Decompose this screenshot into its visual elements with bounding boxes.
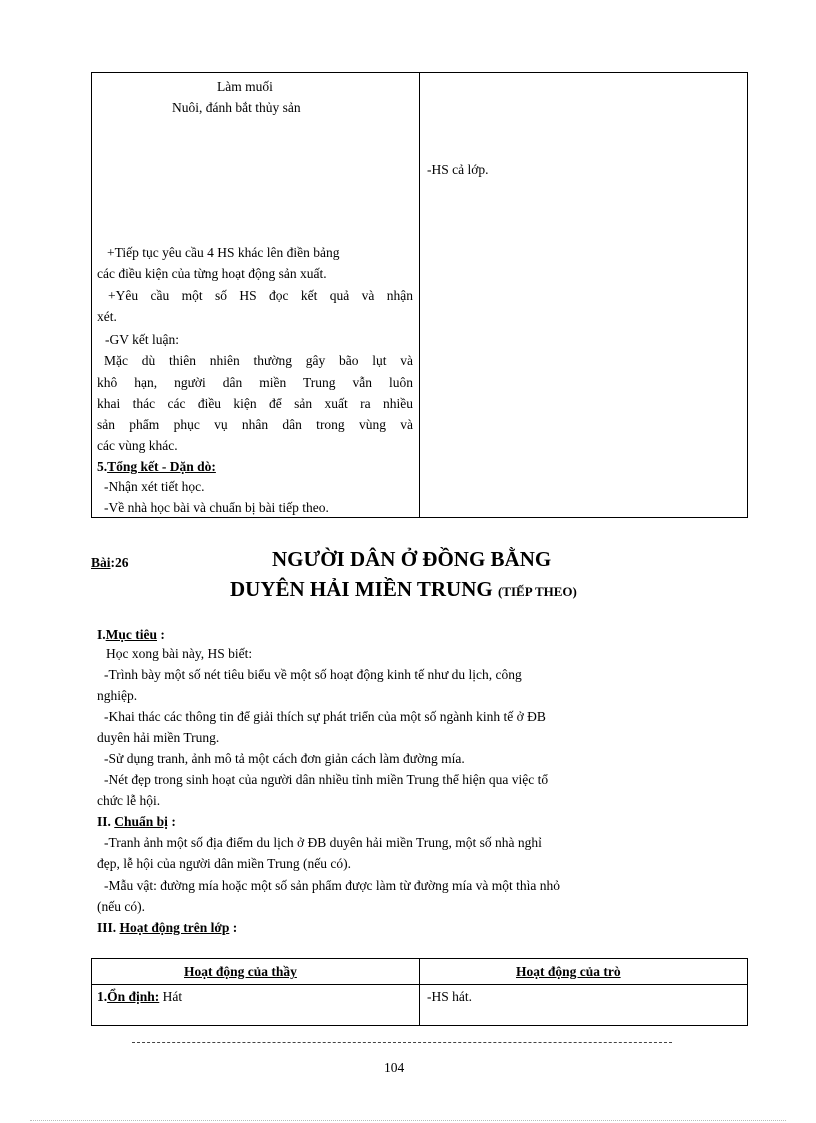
row-1-text: Hát <box>159 989 183 1004</box>
row-1-teacher <box>97 986 182 1007</box>
section-3-number: III. <box>97 920 120 935</box>
teacher-instruction-2a: +Yêu cầu một số HS đọc kết quả và nhận <box>108 288 413 303</box>
conclusion-line-5: các vùng khác. <box>97 438 178 453</box>
section-3-title: Hoạt động trên lớp <box>119 920 230 935</box>
conclusion-line-4: sản phẩm phục vụ nhân dân trong vùng và <box>97 417 413 432</box>
header-student-activity: Hoạt động của trò <box>516 964 621 979</box>
section-1-colon: : <box>157 627 165 642</box>
objective-2a: -Khai thác các thông tin để giải thích sự phát triển của một số ngành kinh tế ở ĐB <box>104 709 546 724</box>
teacher-instruction-1b: các điều kiện của từng hoạt động sản xuất. <box>97 266 327 281</box>
objective-4a: -Nét đẹp trong sinh hoạt của người dân nhiều tỉnh miền Trung thể hiện qua việc tổ <box>104 772 549 787</box>
lesson-label-bai: Bài <box>91 555 111 570</box>
lesson-number: :26 <box>110 555 129 570</box>
wrapup-item-1: -Nhận xét tiết học. <box>104 479 205 494</box>
preparation-1a: -Tranh ảnh một số địa điểm du lịch ở ĐB duyên hải miền Trung, một số nhà nghỉ <box>104 835 542 850</box>
objective-2b: duyên hải miền Trung. <box>97 730 220 745</box>
row-1-student: -HS hát. <box>427 989 472 1004</box>
conclusion-line-1: Mặc dù thiên nhiên thường gây bão lụt và <box>104 353 413 368</box>
preparation-2a: -Mẫu vật: đường mía hoặc một số sản phẩm được làm từ đường mía và một thìa nhỏ <box>104 878 560 893</box>
lesson-title-line-2 <box>230 576 577 605</box>
table-text-lam-muoi: Làm muối <box>217 79 273 94</box>
student-activity-text: -HS cả lớp. <box>427 162 489 177</box>
preparation-2b: (nếu có). <box>97 899 145 914</box>
section-3-heading <box>97 917 237 938</box>
lesson-title-line-1: NGƯỜI DÂN Ở ĐỒNG BẰNG <box>272 547 552 571</box>
section-1-number: I. <box>97 627 106 642</box>
column-divider <box>419 73 420 517</box>
section-3-colon: : <box>229 920 238 935</box>
conclusion-line-2: khô hạn, người dân miền Trung vẫn luôn <box>97 375 413 390</box>
lesson-title-suffix: (TIẾP THEO) <box>497 584 577 599</box>
section-2-title: Chuẩn bị <box>114 814 168 829</box>
lesson-title-main: DUYÊN HẢI MIỀN TRUNG <box>230 577 493 601</box>
conclusion-line-3: khai thác các điều kiện để sản xuất ra nhiều <box>97 396 413 411</box>
objectives-intro: Học xong bài này, HS biết: <box>106 646 253 661</box>
section-5-title: Tổng kết - Dặn dò: <box>107 459 216 474</box>
section-1-heading <box>97 624 165 645</box>
section-2-heading <box>97 811 176 832</box>
section-2-number: II. <box>97 814 115 829</box>
teacher-conclusion-label: -GV kết luận: <box>105 332 179 347</box>
preparation-1b: đẹp, lễ hội của người dân miền Trung (nếu có). <box>97 856 352 871</box>
header-row-divider <box>92 984 747 985</box>
wrapup-item-2: -Về nhà học bài và chuẩn bị bài tiếp theo. <box>104 500 329 515</box>
objective-1a: -Trình bày một số nét tiêu biểu về một số hoạt động kinh tế như du lịch, công <box>104 667 522 682</box>
objective-3: -Sử dụng tranh, ảnh mô tả một cách đơn giản cách làm đường mía. <box>104 751 465 766</box>
teacher-instruction-1a: +Tiếp tục yêu cầu 4 HS khác lên điền bảng <box>107 245 340 260</box>
footer-dashed-rule <box>132 1042 672 1043</box>
objective-1b: nghiệp. <box>97 688 138 703</box>
section-5-heading <box>97 456 216 477</box>
teacher-instruction-2b: xét. <box>97 309 117 324</box>
section-5-number: 5. <box>97 459 108 474</box>
objective-4b: chức lễ hội. <box>97 793 161 808</box>
header-teacher-activity: Hoạt động của thầy <box>184 964 297 979</box>
section-1-title: Mục tiêu <box>105 627 158 642</box>
column-divider <box>419 959 420 1025</box>
lesson-label <box>91 552 129 573</box>
row-1-number: 1. <box>97 989 108 1004</box>
row-1-title: Ổn định: <box>107 989 160 1004</box>
section-2-colon: : <box>167 814 176 829</box>
page-number: 104 <box>384 1060 405 1075</box>
page-bottom-dotted-rule <box>30 1120 786 1121</box>
table-text-nuoi-danh-bat: Nuôi, đánh bắt thủy sản <box>172 100 301 115</box>
